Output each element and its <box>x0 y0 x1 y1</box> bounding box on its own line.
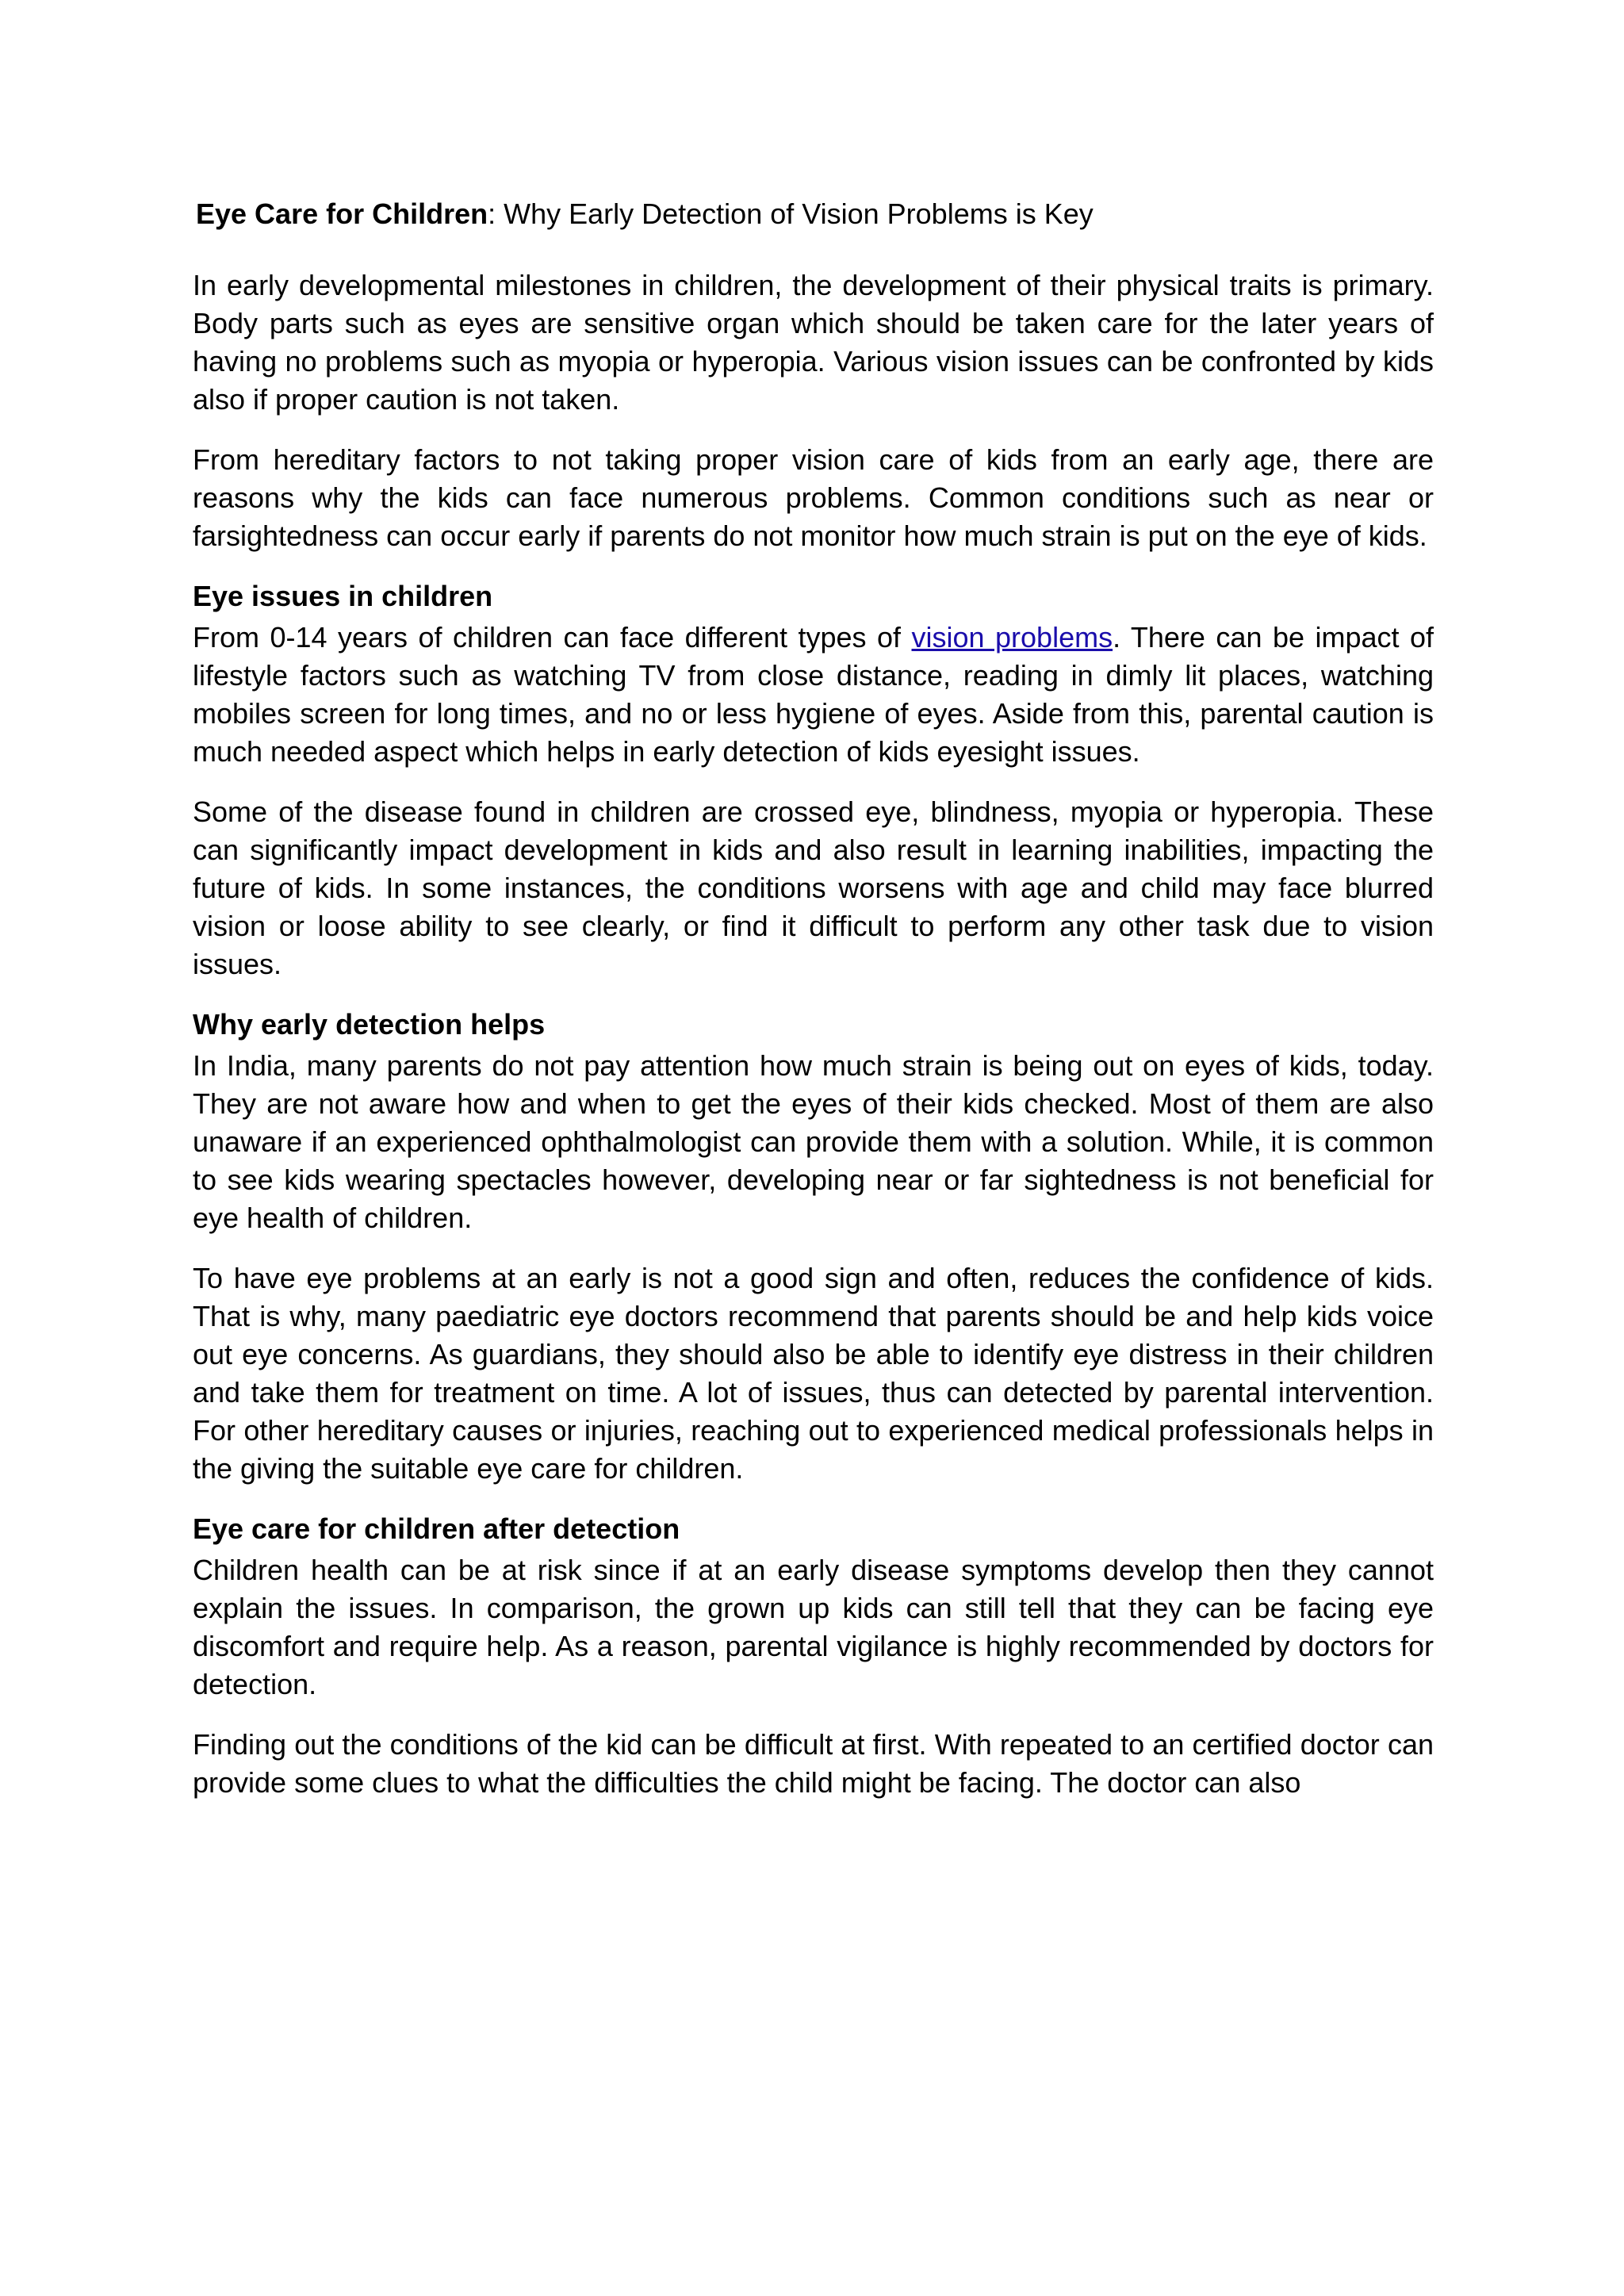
early-detection-paragraph-1: In India, many parents do not pay attention how much strain is being out on eyes of kids, today. They are not aware how and when to get the eyes of their kids checked. Most of them are also unaware if an experienced ophthalmologist can provide them with a solution. While, it is common to see kids wearing spectacles however, developing near or far sightedness is not beneficial for eye health of children. <box>193 1049 1434 1234</box>
title-bold-part: Eye Care for Children <box>196 197 488 230</box>
after-detection-paragraph-1: Children health can be at risk since if at an early disease symptoms develop then they cannot explain the issues. In comparison, the grown up kids can still tell that they can be facing eye discomfort and require help. As a reason, parental vigilance is highly recommended by doctors for detection. <box>193 1554 1434 1700</box>
eye-issues-paragraph-2: Some of the disease found in children are crossed eye, blindness, myopia or hyperopia. These can significantly impact development in kids and also result in learning inabilities, impacting the future of kids. In some instances, the conditions worsens with age and child may face blurred vision or loose ability to see clearly, or find it difficult to perform any other task due to vision issues. <box>193 795 1434 980</box>
section-heading-after-detection: Eye care for children after detection <box>193 1512 680 1545</box>
title-rest-part: : Why Early Detection of Vision Problems is Key <box>488 197 1094 230</box>
intro-paragraph-2: From hereditary factors to not taking proper vision care of kids from an early age, there are reasons why the kids can face numerous problems. Common conditions such as near or farsightedness can occur early if parents do not monitor how much strain is put on the eye of kids. <box>193 443 1434 552</box>
eye-issues-text-before-link: From 0-14 years of children can face different types of <box>193 621 912 654</box>
eye-issues-text-after-link: . There can be impact of lifestyle factors such as watching TV from close distance, reading in dimly lit places, watching mobiles screen for long times, and no or less hygiene of eyes. Aside from this, parental caution is much needed aspect which helps in early detection of kids eyesight issues. <box>193 621 1434 768</box>
section-heading-early-detection: Why early detection helps <box>193 1008 546 1041</box>
vision-problems-link[interactable]: vision problems <box>911 621 1113 654</box>
after-detection-paragraph-2: Finding out the conditions of the kid can be difficult at first. With repeated to an certified doctor can provide some clues to what the difficulties the child might be facing. The doctor can also <box>193 1728 1434 1799</box>
document-title <box>196 195 1434 233</box>
section-heading-eye-issues: Eye issues in children <box>193 580 493 612</box>
eye-issues-paragraph-1 <box>193 619 1434 771</box>
early-detection-paragraph-2: To have eye problems at an early is not a good sign and often, reduces the confidence of kids. That is why, many paediatric eye doctors recommend that parents should be and help kids voice out eye concerns. As guardians, they should also be able to identify eye distress in their children and take them for treatment on time. A lot of issues, thus can detected by parental intervention. For other hereditary causes or injuries, reaching out to experienced medical professionals helps in the giving the suitable eye care for children. <box>193 1262 1434 1485</box>
intro-paragraph-1: In early developmental milestones in children, the development of their physical traits is primary. Body parts such as eyes are sensitive organ which should be taken care for the later years of having no problems such as myopia or hyperopia. Various vision issues can be confronted by kids also if proper caution is not taken. <box>193 269 1434 416</box>
document-content <box>193 195 1434 1824</box>
